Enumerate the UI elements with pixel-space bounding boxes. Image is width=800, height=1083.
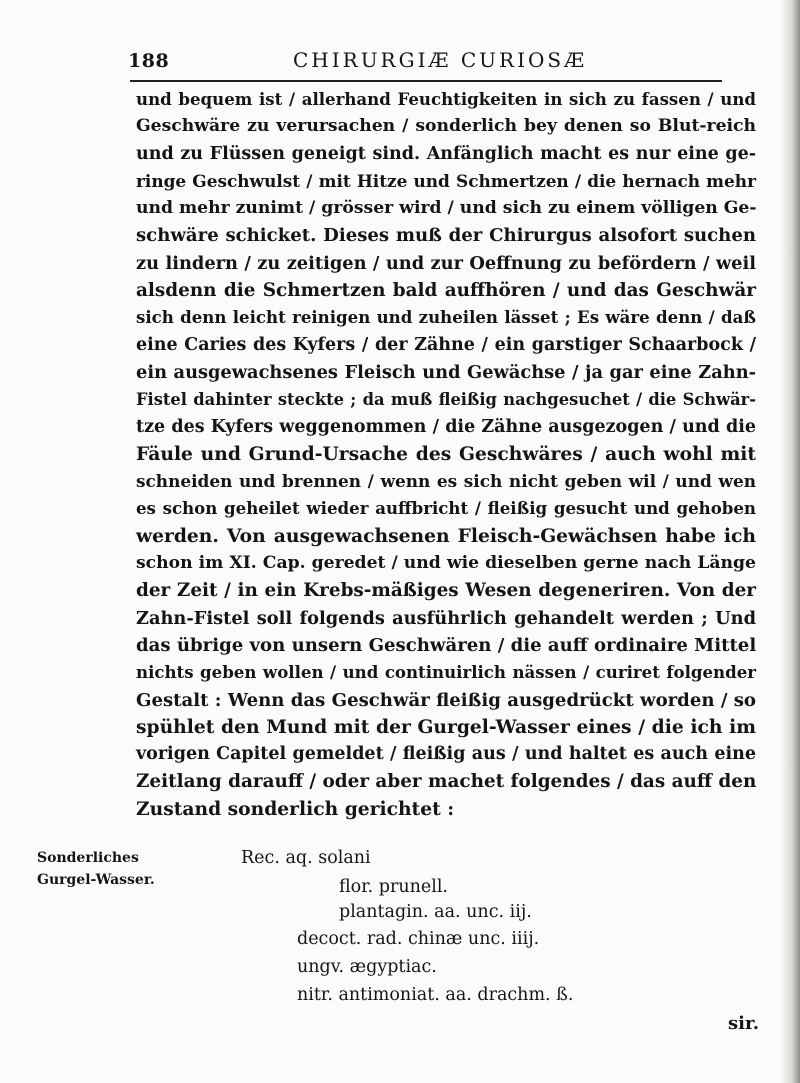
text-line: alsdenn die Schmertzen bald auffhören / und das Geschwär — [136, 280, 756, 302]
body-text — [136, 86, 756, 823]
text-line: Fistel dahinter steckte ; da muß fleißig nachgesuchet / die Schwär- — [136, 390, 756, 410]
text-line: es schon geheilet wieder auffbricht / fleißig gesucht und gehoben — [136, 498, 756, 519]
catchword: sir. — [728, 1013, 760, 1034]
recipe-line: nitr. antimoniat. aa. drachm. ß. — [297, 985, 574, 1005]
text-line: schneiden und brennen / wenn es sich nicht geben wil / und wen — [136, 471, 756, 492]
text-line: zu lindern / zu zeitigen / und zur Oeffnung zu befördern / weil — [136, 252, 756, 274]
text-line: Gestalt : Wenn das Geschwär fleißig ausgedrückt worden / so — [136, 689, 756, 711]
text-line: Zeitlang darauff / oder aber machet folgendes / das auff den — [136, 771, 757, 793]
text-line: ein ausgewachsenes Fleisch und Gewächse / ja gar eine Zahn- — [136, 361, 756, 383]
header-rule — [130, 80, 722, 82]
recipe-line: Rec. aq. solani — [241, 848, 371, 868]
text-line: Zahn-Fistel soll folgends ausführlich gehandelt werden ; Und — [136, 607, 756, 629]
text-line: der Zeit / in ein Krebs-mäßiges Wesen degeneriren. Von der — [136, 580, 756, 602]
text-line: Zustand sonderlich gerichtet : — [136, 797, 455, 820]
text-line: ringe Geschwulst / mit Hitze und Schmertzen / die hernach mehr — [136, 170, 756, 191]
text-line: das übrige von unsern Geschwären / die auff ordinaire Mittel — [136, 634, 757, 656]
text-line: schwäre schicket. Dieses muß der Chirurgus alsofort suchen — [136, 225, 756, 247]
running-title: CHIRURGIÆ CURIOSÆ — [293, 48, 588, 72]
text-line: Fäule und Grund-Ursache des Geschwäres / auch wohl mit — [136, 442, 756, 465]
page-edge-shadow — [782, 0, 800, 1083]
text-line: spühlet den Mund mit der Gurgel-Wasser eines / die ich im — [136, 715, 756, 738]
text-line: Geschwäre zu verursachen / sonderlich bey denen so Blut-reich — [136, 116, 756, 137]
recipe-line: flor. prunell. — [339, 877, 448, 897]
text-line: werden. Von ausgewachsenen Fleisch-Gewächsen habe ich — [136, 524, 756, 547]
text-line: und mehr zunimt / grösser wird / und sich zu einem völligen Ge- — [136, 198, 757, 219]
text-line: eine Caries des Kyfers / der Zähne / ein garstiger Schaarbock / — [136, 334, 756, 355]
recipe-line: decoct. rad. chinæ unc. iiij. — [297, 929, 540, 949]
text-line: vorigen Capitel gemeldet / fleißig aus / und haltet es auch eine — [136, 744, 756, 765]
text-line: und zu Flüssen geneigt sind. Anfänglich macht es nur eine ge- — [136, 143, 756, 164]
margin-note — [37, 847, 155, 891]
recipe-line: plantagin. aa. unc. iij. — [339, 902, 532, 922]
text-line: sich denn leicht reinigen und zuheilen lässet ; Es wäre denn / daß — [136, 307, 756, 328]
text-line: schon im XI. Cap. geredet / und wie dieselben gerne nach Länge — [136, 553, 756, 574]
margin-note-line: Gurgel-Wasser. — [37, 872, 155, 888]
text-line: tze des Kyfers weggenommen / die Zähne ausgezogen / und die — [136, 416, 756, 437]
text-line: nichts geben wollen / und continuirlich nässen / curiret folgender — [136, 662, 756, 683]
recipe-line: ungv. ægyptiac. — [297, 957, 437, 977]
page-number: 188 — [128, 50, 170, 72]
text-line: und bequem ist / allerhand Feuchtigkeiten in sich zu fassen / und — [136, 89, 756, 109]
margin-note-line: Sonderliches — [37, 850, 139, 866]
